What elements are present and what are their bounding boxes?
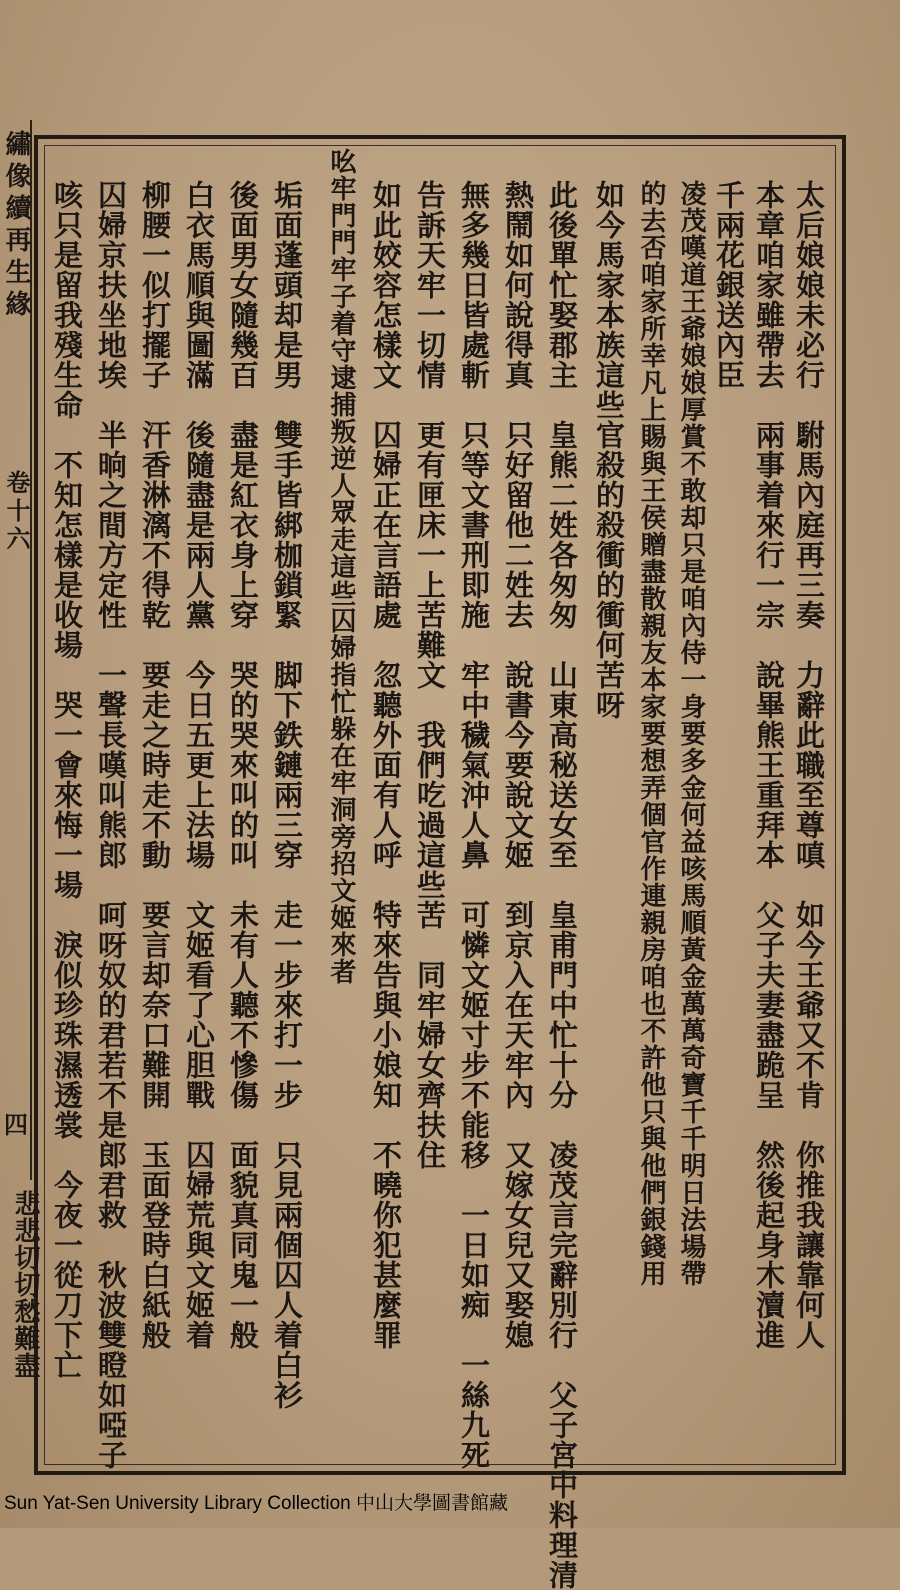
text-column-2: 本章咱家雖帶去 兩事着來行一宗 說畢熊王重拜本 父子夫妻盡跪呈 然後起身木瀆進 <box>752 180 786 1350</box>
book-title-margin: 繡像續再生緣 <box>1 130 31 322</box>
text-column-7: 此後單忙娶郡主 皇熊二姓各匆匆 山東高秘送女至 皇甫門中忙十分 凌茂言完辭別行 父子宮中料理清 <box>545 180 579 1590</box>
volume-label-margin: 卷十六 <box>2 470 31 554</box>
text-column-9: 無多幾日皆處斬 只等文書刑即施 牢中穢氣沖人鼻 可憐文姬寸步不能移 一日如痴 一絲九死 <box>457 180 491 1470</box>
library-collection-caption: Sun Yat-Sen University Library Collection 中山大學圖書館藏 <box>4 1493 509 1514</box>
text-column-6: 如今馬家本族這些官殺的殺衝的衝何苦呀 <box>592 180 626 720</box>
text-column-8: 熱鬧如何說得真 只好留他二姓去 說書今要說文姬 到京入在天牢內 又嫁女兒又娶媳 <box>501 180 535 1350</box>
text-column-17: 囚婦京扶坐地埃 半晌之間方定性 一聲長嘆叫熊郎 呵呀奴的君若不是郎君救 秋波雙瞪如啞子 <box>94 180 128 1470</box>
text-column-16: 柳腰一似打擺子 汗香淋漓不得乾 要走之時走不動 要言却奈口難開 玉面登時白紙般 <box>138 180 172 1350</box>
text-column-15: 白衣馬順與圖滿 後隨盡是兩人黨 今日五更上法場 文姬看了心胆戰 囚婦荒與文姬着 <box>182 180 216 1350</box>
text-column-14: 後面男女隨幾百 盡是紅衣身上穿 哭的哭來叫的叫 未有人聽不慘傷 面貌真同鬼一般 <box>226 180 260 1350</box>
text-column-1: 太后娘娘未必行 駙馬內庭再三奏 力辭此職至尊嗔 如今王爺又不肯 你推我讓靠何人 <box>792 180 826 1350</box>
text-column-12: 吆牢門門牢子着守逮捕叛逆人眾走這些囚婦指忙躲在牢洞旁招文姬來者 <box>326 148 356 985</box>
page-number-margin: 四 <box>4 1110 28 1139</box>
text-column-5: 的去否咱家所幸凡上賜與王侯贈盡散親友本家要想弄個官作連親房咱也不許他只與他們銀錢用 <box>636 180 666 1287</box>
text-column-3: 千兩花銀送內臣 <box>712 180 746 390</box>
text-column-4: 凌茂嘆道王爺娘娘厚賞不敢却只是咱內侍一身要多金何益咳馬順黃金萬萬奇寶千千明日法場帶 <box>676 180 706 1287</box>
text-column-11: 如此姣容怎樣文 囚婦正在言語處 忽聽外面有人呼 特來告與小娘知 不曉你犯甚麼罪 <box>369 180 403 1350</box>
text-column-13: 垢面蓬頭却是男 雙手皆綁枷鎖緊 脚下鉄鏈兩三穿 走一步來打一步 只見兩個囚人着白衫 <box>270 180 304 1410</box>
text-column-18: 咳只是留我殘生命 不知怎樣是收場 哭一會來悔一場 淚似珍珠濕透裳 今夜一從刀下亡 <box>50 180 84 1380</box>
text-column-19: 悲悲切切愁難盡 <box>10 1190 40 1379</box>
text-column-10: 告訴天牢一切情 更有匣床一上苦難文 我們吃過這些苦 同牢婦女齊扶住 <box>413 180 447 1170</box>
